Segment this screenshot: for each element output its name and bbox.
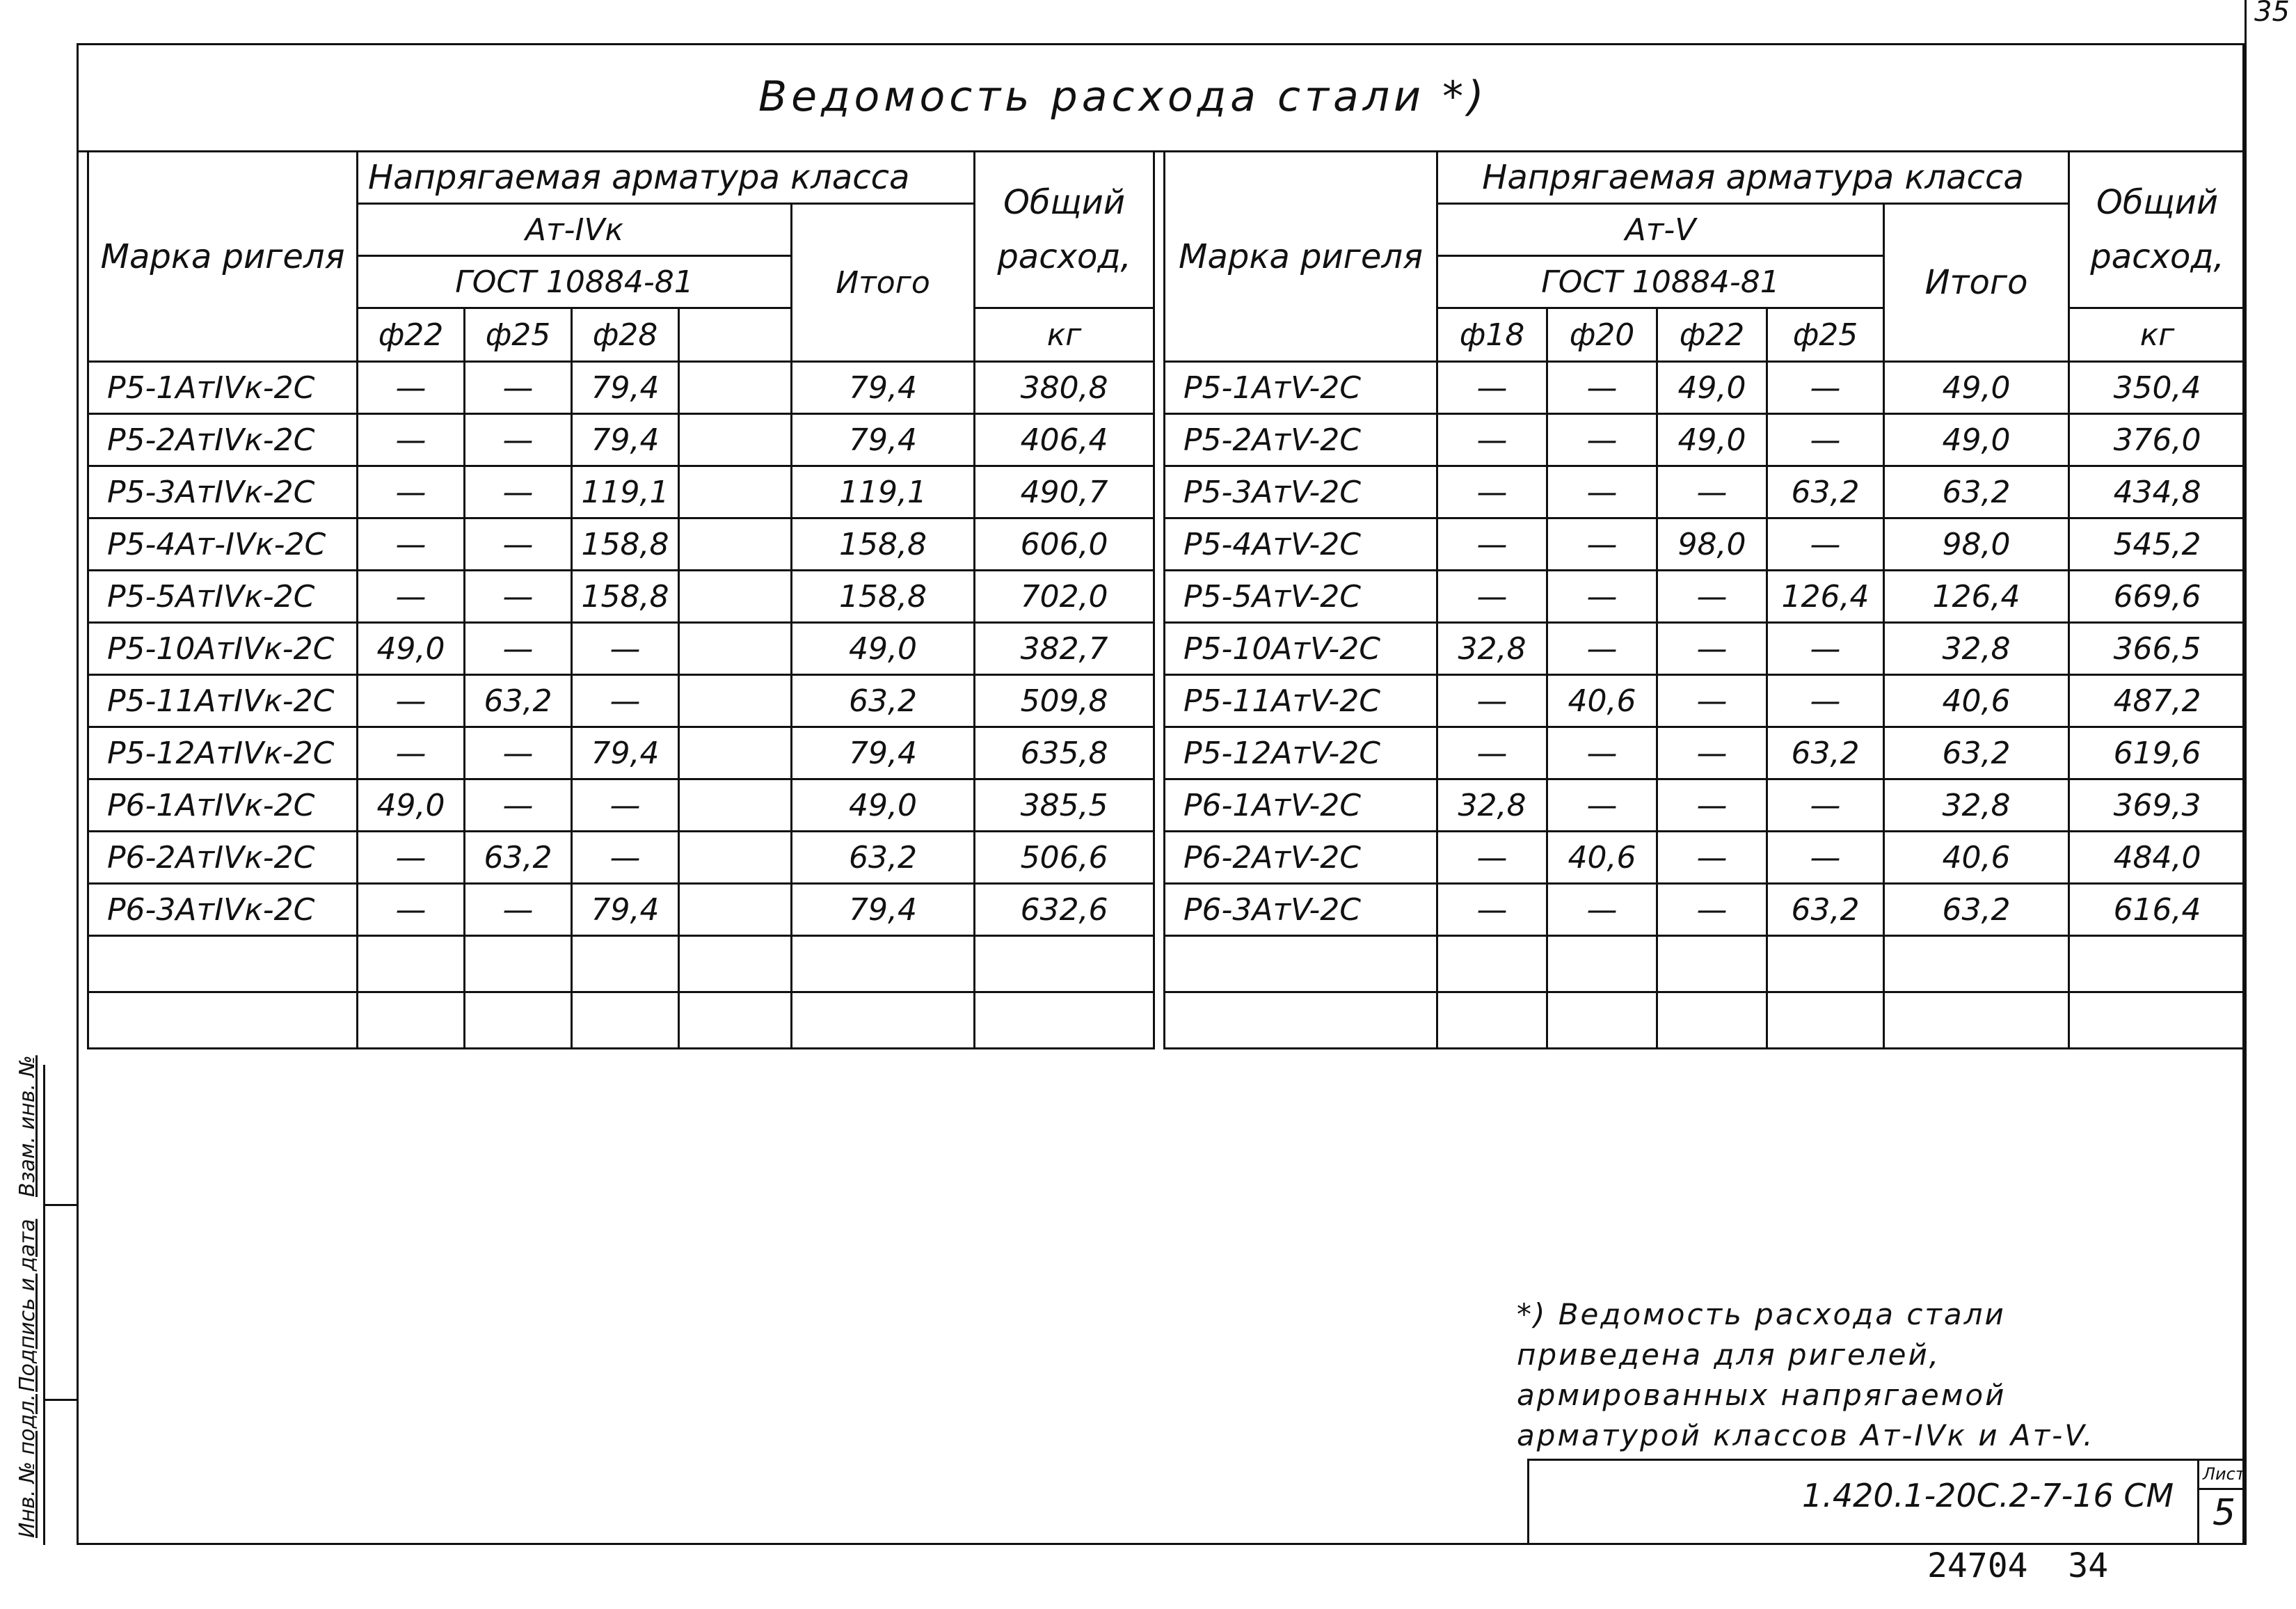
beam-mark-cell: Р5-10АтIVк-2С: [88, 623, 358, 675]
total-cell: 63,2: [1884, 727, 2069, 779]
footnote: *) Ведомость расхода стали приведена для ригелей, армированных напрягаемой арматурой классов Ат-IVк и Ат-V.: [1517, 1297, 2095, 1452]
value-cell: 79,4: [572, 414, 679, 466]
value-cell: 63,2: [465, 675, 572, 727]
value-cell: 126,4: [1767, 571, 1884, 623]
empty-cell: [975, 992, 1154, 1049]
total-cell: 40,6: [1884, 832, 2069, 884]
unit-header: кг: [2069, 308, 2246, 362]
value-cell: 49,0: [1657, 362, 1767, 414]
beam-mark-cell: Р5-10АтV-2С: [1165, 623, 1437, 675]
beam-mark-cell: Р6-1АтIVк-2С: [88, 779, 358, 832]
general-cell: 702,0: [975, 571, 1154, 623]
value-cell: —: [465, 779, 572, 832]
table-row: [1165, 675, 2246, 727]
table-row: [1165, 884, 2246, 936]
value-cell: —: [1437, 675, 1547, 727]
beam-mark-cell: Р5-3АтV-2С: [1165, 466, 1437, 518]
drawing-code: 1.420.1-20С.2-7-16 СМ: [1802, 1477, 2174, 1514]
empty-cell: [358, 936, 465, 992]
value-cell: [679, 623, 792, 675]
total-cell: 49,0: [1884, 362, 2069, 414]
value-cell: —: [1767, 675, 1884, 727]
diameter-header: ф25: [465, 308, 572, 362]
empty-row: [88, 936, 1154, 992]
title-block-divider: [2197, 1488, 2245, 1490]
beam-mark-cell: Р6-3АтIVк-2С: [88, 884, 358, 936]
empty-cell: [1165, 936, 1437, 992]
value-cell: —: [358, 466, 465, 518]
general-cell: 619,6: [2069, 727, 2246, 779]
value-cell: 32,8: [1437, 779, 1547, 832]
value-cell: —: [1547, 571, 1657, 623]
table-row: [88, 779, 1154, 832]
table-row: [1165, 571, 2246, 623]
class-header: Ат-V: [1437, 204, 1884, 256]
value-cell: —: [465, 362, 572, 414]
beam-mark-cell: Р5-3АтIVк-2С: [88, 466, 358, 518]
beam-mark-cell: Р5-1АтIVк-2С: [88, 362, 358, 414]
value-cell: —: [1437, 362, 1547, 414]
empty-cell: [1547, 992, 1657, 1049]
total-cell: 63,2: [792, 675, 975, 727]
empty-row: [1165, 992, 2246, 1049]
table-row: [1165, 518, 2246, 571]
value-cell: —: [1547, 727, 1657, 779]
value-cell: —: [358, 884, 465, 936]
value-cell: 49,0: [1657, 414, 1767, 466]
beam-mark-cell: Р5-5АтIVк-2С: [88, 571, 358, 623]
reinforcement-group-header: Напрягаемая арматура класса: [358, 152, 975, 204]
table-row: [1165, 832, 2246, 884]
value-cell: —: [572, 779, 679, 832]
value-cell: [679, 414, 792, 466]
value-cell: 40,6: [1547, 832, 1657, 884]
page-title: Ведомость расхода стали *): [758, 72, 1488, 121]
value-cell: —: [358, 414, 465, 466]
value-cell: —: [1767, 518, 1884, 571]
empty-cell: [679, 936, 792, 992]
value-cell: —: [1547, 884, 1657, 936]
value-cell: —: [1547, 362, 1657, 414]
value-cell: —: [1767, 779, 1884, 832]
beam-mark-cell: Р5-12АтIVк-2С: [88, 727, 358, 779]
empty-cell: [1437, 992, 1547, 1049]
value-cell: —: [358, 571, 465, 623]
diameter-header: ф20: [1547, 308, 1657, 362]
beam-mark-cell: Р5-2АтIVк-2С: [88, 414, 358, 466]
empty-cell: [572, 992, 679, 1049]
table-row: [88, 727, 1154, 779]
table-row: [88, 832, 1154, 884]
value-cell: 119,1: [572, 466, 679, 518]
beam-mark-cell: Р6-3АтV-2С: [1165, 884, 1437, 936]
side-stamp-signature: Подпись и дата: [15, 1219, 40, 1392]
value-cell: —: [1767, 623, 1884, 675]
general-cell: 669,6: [2069, 571, 2246, 623]
value-cell: [679, 884, 792, 936]
empty-cell: [1884, 936, 2069, 992]
value-cell: 63,2: [1767, 727, 1884, 779]
table-row: [88, 466, 1154, 518]
value-cell: 49,0: [358, 779, 465, 832]
value-cell: [679, 518, 792, 571]
value-cell: 63,2: [1767, 466, 1884, 518]
empty-cell: [792, 992, 975, 1049]
table-row: [88, 571, 1154, 623]
value-cell: —: [465, 466, 572, 518]
value-cell: 79,4: [572, 727, 679, 779]
value-cell: 79,4: [572, 884, 679, 936]
diameter-header: ф18: [1437, 308, 1547, 362]
total-cell: 40,6: [1884, 675, 2069, 727]
empty-cell: [1767, 936, 1884, 992]
general-cell: 484,0: [2069, 832, 2246, 884]
total-cell: 49,0: [1884, 414, 2069, 466]
empty-row: [88, 992, 1154, 1049]
total-cell: 49,0: [792, 623, 975, 675]
empty-cell: [572, 936, 679, 992]
general-cell: 366,5: [2069, 623, 2246, 675]
value-cell: 49,0: [358, 623, 465, 675]
value-cell: —: [358, 727, 465, 779]
total-cell: 79,4: [792, 727, 975, 779]
value-cell: 158,8: [572, 518, 679, 571]
empty-cell: [465, 936, 572, 992]
value-cell: —: [465, 623, 572, 675]
empty-cell: [465, 992, 572, 1049]
total-cell: 63,2: [792, 832, 975, 884]
total-cell: 119,1: [792, 466, 975, 518]
value-cell: —: [358, 518, 465, 571]
unit-header: кг: [975, 308, 1154, 362]
value-cell: 32,8: [1437, 623, 1547, 675]
col-general-header: Общий расход,: [975, 152, 1154, 308]
diameter-header: ф22: [1657, 308, 1767, 362]
empty-cell: [679, 992, 792, 1049]
value-cell: —: [1657, 571, 1767, 623]
beam-mark-cell: Р5-1АтV-2С: [1165, 362, 1437, 414]
general-cell: 380,8: [975, 362, 1154, 414]
value-cell: [679, 832, 792, 884]
reinforcement-group-header: Напрягаемая арматура класса: [1437, 152, 2069, 204]
value-cell: —: [572, 832, 679, 884]
value-cell: —: [465, 571, 572, 623]
empty-cell: [1437, 936, 1547, 992]
value-cell: —: [1547, 518, 1657, 571]
col-total-header: Итого: [1884, 204, 2069, 362]
table-row: [88, 884, 1154, 936]
general-cell: 382,7: [975, 623, 1154, 675]
value-cell: —: [1437, 832, 1547, 884]
value-cell: —: [465, 884, 572, 936]
general-cell: 506,6: [975, 832, 1154, 884]
value-cell: —: [1547, 414, 1657, 466]
beam-mark-cell: Р5-4АтV-2С: [1165, 518, 1437, 571]
value-cell: 98,0: [1657, 518, 1767, 571]
general-cell: 406,4: [975, 414, 1154, 466]
value-cell: 79,4: [572, 362, 679, 414]
empty-cell: [2069, 936, 2246, 992]
total-cell: 32,8: [1884, 779, 2069, 832]
side-stamp-inventory: Инв. № подл.: [15, 1394, 40, 1538]
general-cell: 385,5: [975, 779, 1154, 832]
value-cell: [679, 571, 792, 623]
beam-mark-cell: Р6-1АтV-2С: [1165, 779, 1437, 832]
col-mark-header: Марка ригеля: [1165, 152, 1437, 362]
table-row: [1165, 466, 2246, 518]
general-cell: 376,0: [2069, 414, 2246, 466]
value-cell: —: [358, 675, 465, 727]
value-cell: —: [1437, 727, 1547, 779]
side-stamp-replacement: Взам. инв. №: [15, 1055, 40, 1197]
value-cell: —: [1437, 518, 1547, 571]
table-row: [88, 518, 1154, 571]
table-row: [88, 623, 1154, 675]
value-cell: —: [1767, 832, 1884, 884]
col-general-header: Общий расход,: [2069, 152, 2246, 308]
beam-mark-cell: Р5-5АтV-2С: [1165, 571, 1437, 623]
beam-mark-cell: Р5-11АтV-2С: [1165, 675, 1437, 727]
value-cell: —: [572, 623, 679, 675]
value-cell: —: [1437, 414, 1547, 466]
value-cell: —: [1657, 884, 1767, 936]
class-header: Ат-IVк: [358, 204, 792, 256]
table-row: [88, 414, 1154, 466]
general-cell: 350,4: [2069, 362, 2246, 414]
table-row: [88, 675, 1154, 727]
general-cell: 509,8: [975, 675, 1154, 727]
value-cell: —: [465, 414, 572, 466]
value-cell: —: [1437, 571, 1547, 623]
empty-row: [1165, 936, 2246, 992]
total-cell: 49,0: [792, 779, 975, 832]
empty-cell: [792, 936, 975, 992]
value-cell: —: [1657, 466, 1767, 518]
col-total-header: Итого: [792, 204, 975, 362]
total-cell: 158,8: [792, 571, 975, 623]
left-steel-table: [87, 150, 1155, 1049]
inventory-number: 24704 34: [1927, 1546, 2109, 1585]
empty-cell: [88, 936, 358, 992]
empty-cell: [975, 936, 1154, 992]
value-cell: [679, 466, 792, 518]
value-cell: —: [1767, 414, 1884, 466]
value-cell: —: [1657, 675, 1767, 727]
general-cell: 606,0: [975, 518, 1154, 571]
table-row: [1165, 779, 2246, 832]
value-cell: —: [358, 362, 465, 414]
total-cell: 79,4: [792, 414, 975, 466]
value-cell: —: [1547, 466, 1657, 518]
page-number: 35: [2254, 0, 2290, 28]
general-cell: 487,2: [2069, 675, 2246, 727]
beam-mark-cell: Р5-12АтV-2С: [1165, 727, 1437, 779]
value-cell: 158,8: [572, 571, 679, 623]
beam-mark-cell: Р5-11АтIVк-2С: [88, 675, 358, 727]
empty-cell: [1657, 992, 1767, 1049]
value-cell: —: [358, 832, 465, 884]
value-cell: [679, 727, 792, 779]
value-cell: —: [465, 518, 572, 571]
value-cell: —: [572, 675, 679, 727]
general-cell: 616,4: [2069, 884, 2246, 936]
value-cell: [679, 779, 792, 832]
diameter-header: ф28: [572, 308, 679, 362]
table-row: [1165, 414, 2246, 466]
value-cell: —: [1547, 779, 1657, 832]
total-cell: 79,4: [792, 884, 975, 936]
general-cell: 545,2: [2069, 518, 2246, 571]
total-cell: 63,2: [1884, 466, 2069, 518]
value-cell: —: [465, 727, 572, 779]
total-cell: 126,4: [1884, 571, 2069, 623]
total-cell: 79,4: [792, 362, 975, 414]
diameter-header: ф25: [1767, 308, 1884, 362]
value-cell: —: [1767, 362, 1884, 414]
diameter-header: [679, 308, 792, 362]
diameter-header: ф22: [358, 308, 465, 362]
right-steel-table: [1163, 150, 2247, 1049]
general-cell: 490,7: [975, 466, 1154, 518]
beam-mark-cell: Р5-4Ат-IVк-2С: [88, 518, 358, 571]
value-cell: —: [1547, 623, 1657, 675]
total-cell: 158,8: [792, 518, 975, 571]
col-mark-header: Марка ригеля: [88, 152, 358, 362]
empty-cell: [358, 992, 465, 1049]
side-strip-border: [43, 1065, 45, 1545]
empty-cell: [1165, 992, 1437, 1049]
value-cell: [679, 675, 792, 727]
beam-mark-cell: Р6-2АтIVк-2С: [88, 832, 358, 884]
empty-cell: [1767, 992, 1884, 1049]
total-cell: 32,8: [1884, 623, 2069, 675]
table-row: [88, 362, 1154, 414]
sheet-label: Лист: [2203, 1464, 2245, 1484]
empty-cell: [1547, 936, 1657, 992]
value-cell: [679, 362, 792, 414]
empty-cell: [2069, 992, 2246, 1049]
table-row: [1165, 727, 2246, 779]
value-cell: 63,2: [1767, 884, 1884, 936]
value-cell: —: [1657, 832, 1767, 884]
side-strip-divider: [43, 1399, 77, 1401]
value-cell: —: [1657, 779, 1767, 832]
beam-mark-cell: Р5-2АтV-2С: [1165, 414, 1437, 466]
value-cell: —: [1437, 884, 1547, 936]
total-cell: 63,2: [1884, 884, 2069, 936]
value-cell: —: [1657, 727, 1767, 779]
empty-cell: [88, 992, 358, 1049]
standard-header: ГОСТ 10884-81: [1437, 256, 1884, 308]
table-row: [1165, 362, 2246, 414]
beam-mark-cell: Р6-2АтV-2С: [1165, 832, 1437, 884]
general-cell: 635,8: [975, 727, 1154, 779]
title-block-divider: [2197, 1459, 2199, 1545]
general-cell: 434,8: [2069, 466, 2246, 518]
empty-cell: [1657, 936, 1767, 992]
general-cell: 632,6: [975, 884, 1154, 936]
side-strip-divider: [43, 1204, 77, 1206]
value-cell: 40,6: [1547, 675, 1657, 727]
table-row: [1165, 623, 2246, 675]
general-cell: 369,3: [2069, 779, 2246, 832]
value-cell: 63,2: [465, 832, 572, 884]
sheet-number: 5: [2213, 1492, 2236, 1534]
empty-cell: [1884, 992, 2069, 1049]
value-cell: —: [1437, 466, 1547, 518]
standard-header: ГОСТ 10884-81: [358, 256, 792, 308]
total-cell: 98,0: [1884, 518, 2069, 571]
value-cell: —: [1657, 623, 1767, 675]
